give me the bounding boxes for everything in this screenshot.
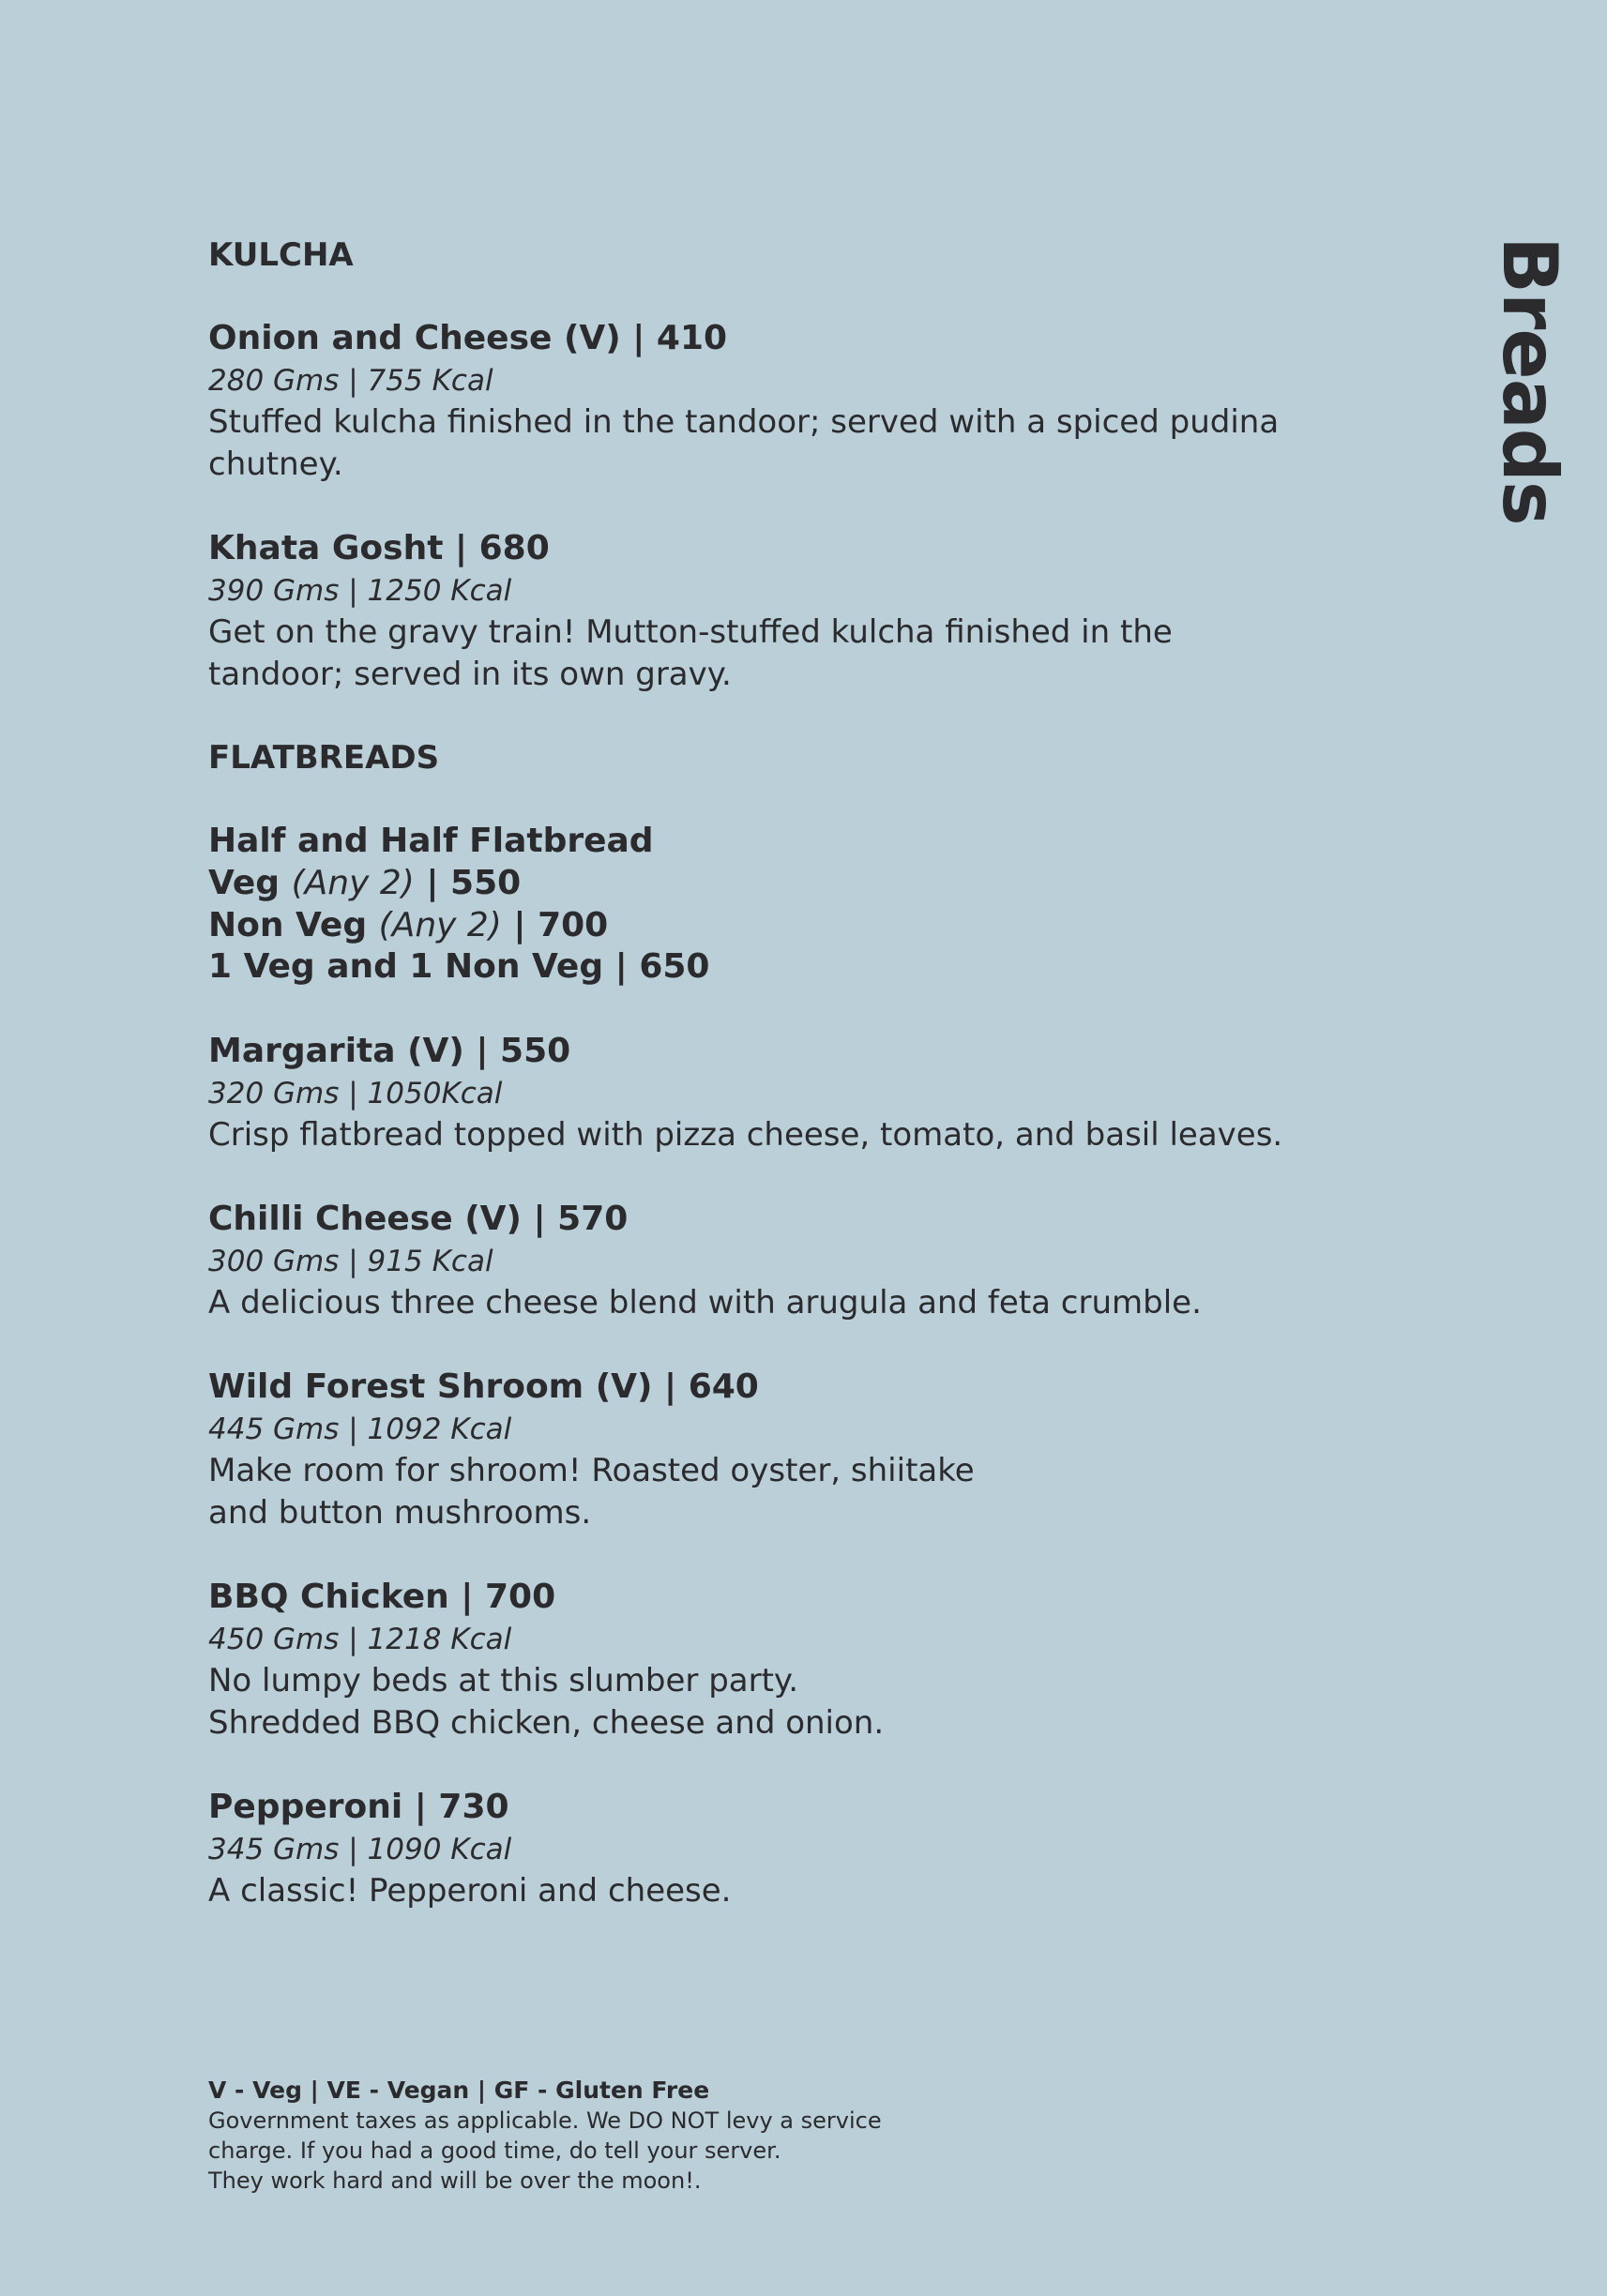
- item-meta: 300 Gms | 915 Kcal: [208, 1244, 493, 1278]
- menu-item: [208, 1576, 1334, 1745]
- description-line: and button mushrooms.: [208, 1493, 592, 1532]
- option-label: Non Veg: [208, 905, 368, 944]
- menu-item: [208, 527, 1334, 696]
- section-heading: KULCHA: [208, 236, 354, 274]
- menu-item: [208, 1366, 1334, 1534]
- diet-legend: V - Veg | VE - Vegan | GF - Gluten Free: [208, 2077, 710, 2104]
- section-heading: FLATBREADS: [208, 739, 440, 777]
- description-line: A delicious three cheese blend with arugula and feta crumble.: [208, 1283, 1202, 1322]
- menu-item: [208, 1198, 1334, 1324]
- item-description: [208, 1450, 1334, 1534]
- description-line: Get on the gravy train! Mutton-stuffed kulcha finished in the: [208, 613, 1173, 651]
- option-note: (Any 2): [378, 905, 502, 944]
- menu-item: [208, 1030, 1334, 1156]
- item-title: Onion and Cheese (V) | 410: [208, 319, 728, 357]
- option-line: [208, 946, 1334, 989]
- item-title: Half and Half Flatbread: [208, 822, 654, 860]
- item-meta: 345 Gms | 1090 Kcal: [208, 1832, 512, 1866]
- footer-line: Government taxes as applicable. We DO NOT levy a service: [208, 2107, 882, 2134]
- option-line: [208, 905, 1334, 947]
- section-flatbreads: [208, 737, 1334, 1912]
- menu-item: [208, 1786, 1334, 1912]
- footer-notes: [208, 2076, 1053, 2196]
- item-meta: 320 Gms | 1050Kcal: [208, 1076, 503, 1110]
- description-line: A classic! Pepperoni and cheese.: [208, 1871, 732, 1910]
- option-note: (Any 2): [291, 864, 415, 902]
- description-line: Crisp flatbread topped with pizza cheese, tomato, and basil leaves.: [208, 1115, 1283, 1154]
- item-description: [208, 401, 1334, 486]
- item-title: Wild Forest Shroom (V) | 640: [208, 1367, 759, 1406]
- item-description: [208, 1870, 1334, 1912]
- description-line: tandoor; served in its own gravy.: [208, 656, 732, 693]
- option-line: [208, 863, 1334, 905]
- item-meta: 390 Gms | 1250 Kcal: [208, 574, 512, 608]
- item-description: [208, 1282, 1334, 1324]
- section-kulcha: [208, 234, 1334, 696]
- menu-content: [208, 234, 1334, 1954]
- option-price: | 550: [426, 864, 522, 902]
- item-description: [208, 1660, 1334, 1745]
- description-line: Make room for shroom! Roasted oyster, shiitake: [208, 1451, 975, 1489]
- item-title: BBQ Chicken | 700: [208, 1577, 556, 1616]
- item-title: Khata Gosht | 680: [208, 529, 550, 567]
- item-title: Margarita (V) | 550: [208, 1031, 571, 1070]
- footer-line: They work hard and will be over the moon!.: [208, 2168, 702, 2194]
- item-description: [208, 1114, 1334, 1156]
- item-meta: 450 Gms | 1218 Kcal: [208, 1622, 512, 1656]
- half-and-half-item: [208, 820, 1334, 989]
- option-label: Veg: [208, 864, 280, 902]
- option-price: | 700: [513, 905, 609, 944]
- item-meta: 280 Gms | 755 Kcal: [208, 364, 493, 398]
- description-line: No lumpy beds at this slumber party.: [208, 1661, 799, 1699]
- menu-item: [208, 317, 1334, 486]
- item-title: Pepperoni | 730: [208, 1787, 509, 1826]
- item-title: Chilli Cheese (V) | 570: [208, 1199, 629, 1238]
- page-title: Breads: [1486, 236, 1573, 525]
- option-price: | 650: [614, 947, 710, 986]
- item-description: [208, 612, 1334, 696]
- item-meta: 445 Gms | 1092 Kcal: [208, 1412, 512, 1446]
- description-line: Shredded BBQ chicken, cheese and onion.: [208, 1703, 885, 1742]
- description-line: Stuffed kulcha finished in the tandoor; served with a spiced pudina: [208, 403, 1280, 441]
- description-line: chutney.: [208, 446, 343, 483]
- option-label: 1 Veg and 1 Non Veg: [208, 947, 604, 986]
- footer-line: charge. If you had a good time, do tell your server.: [208, 2137, 781, 2164]
